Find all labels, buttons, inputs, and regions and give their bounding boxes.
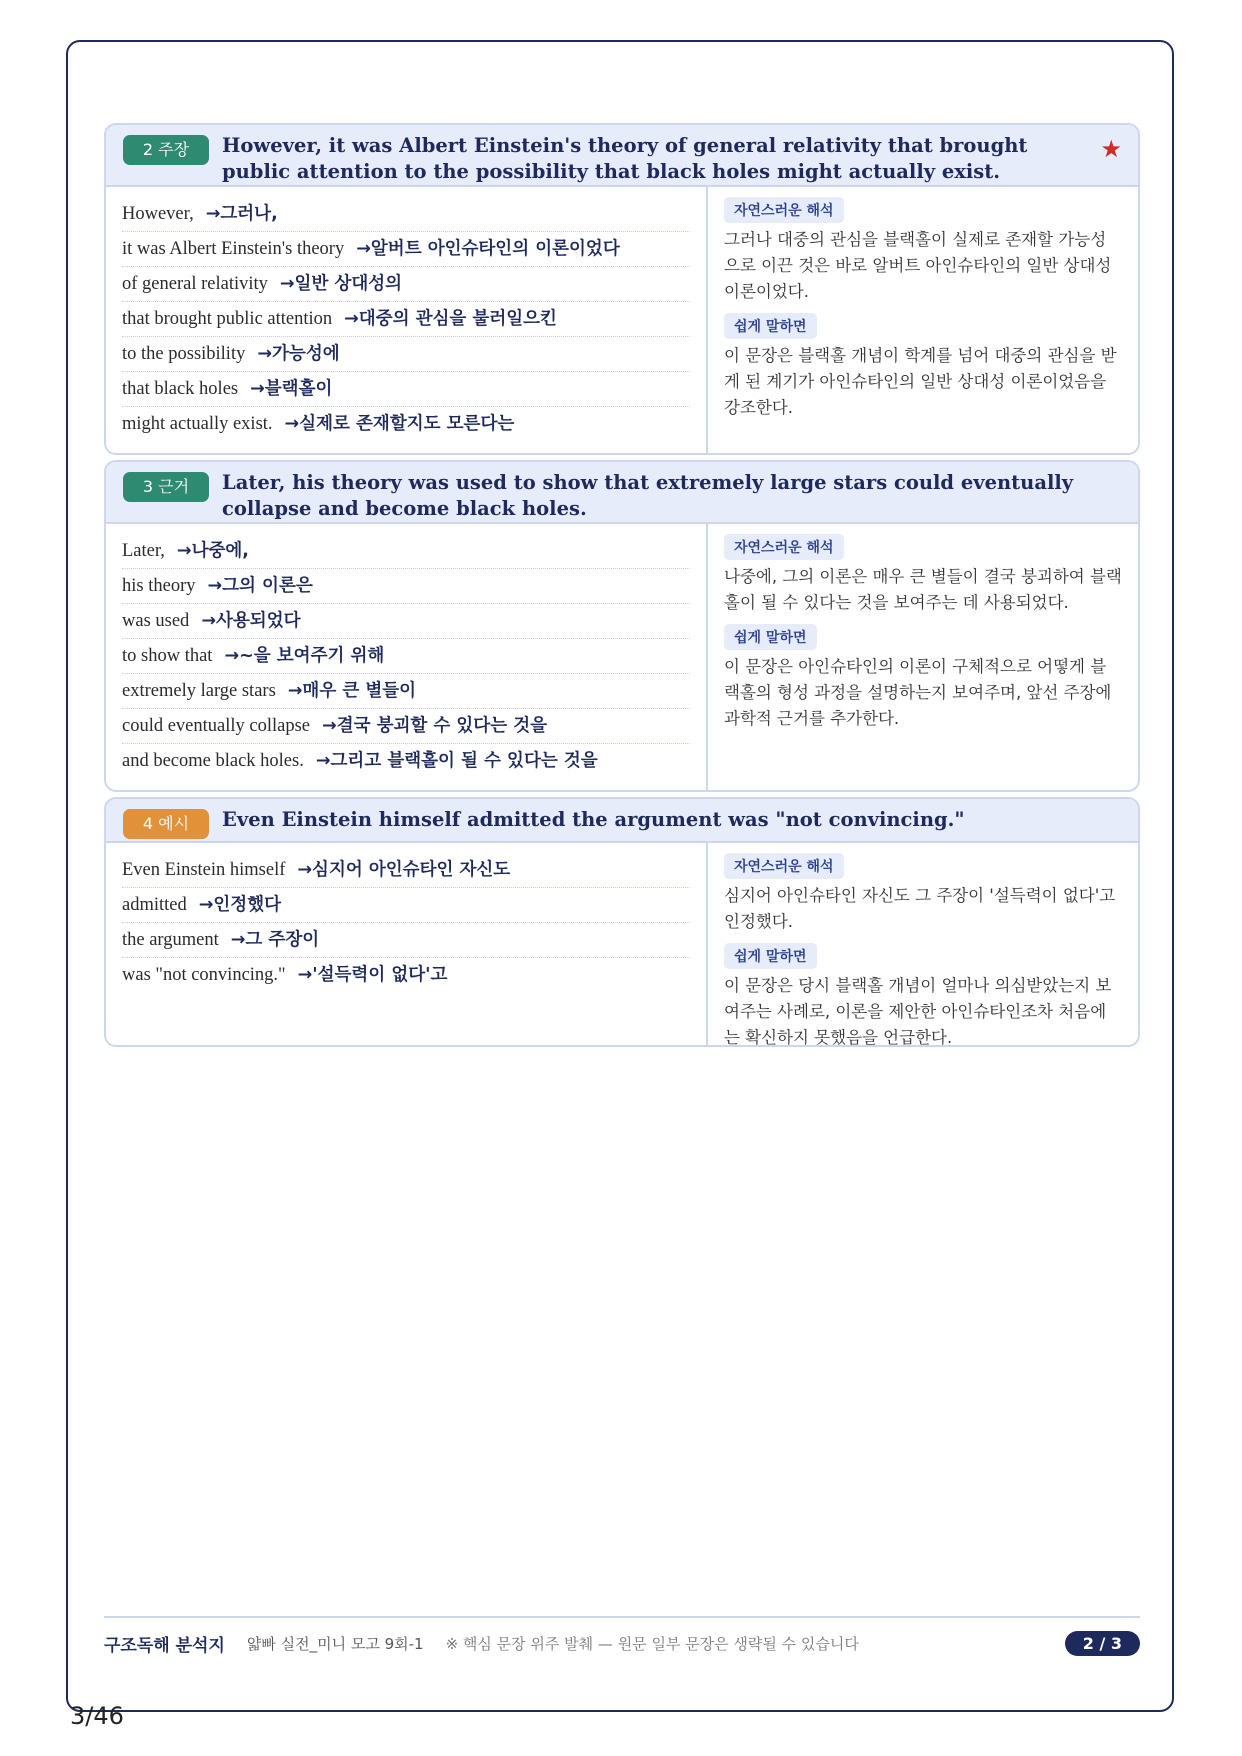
footer-source: 얇빠 실전_미니 모고 9회-1 xyxy=(246,1634,424,1653)
chunk-row xyxy=(122,569,690,604)
chunk-ko: →사용되었다 xyxy=(201,611,301,631)
chunk-row xyxy=(122,958,690,992)
page-indicator: 2 / 3 xyxy=(1065,1631,1140,1656)
translation-panel xyxy=(706,843,1138,1045)
sentence-card-3 xyxy=(104,460,1140,792)
chunk-ko: →가능성에 xyxy=(257,344,340,364)
natural-translation: 심지어 아인슈타인 자신도 그 주장이 '설득력이 없다'고 인정했다. xyxy=(724,886,1116,931)
tag-evidence: 3 근거 xyxy=(123,472,209,502)
simple-explanation: 이 문장은 당시 블랙홀 개념이 얼마나 의심받았는지 보여주는 사례로, 이론을 제안한 아인슈타인조차 처음에는 확신하지 못했음을 언급한다. xyxy=(724,976,1112,1047)
chunk-en: the argument xyxy=(122,930,219,950)
footer-note: ※ 핵심 문장 위주 발췌 — 원문 일부 문장은 생략될 수 있습니다 xyxy=(445,1634,859,1653)
source-sentence: Even Einstein himself admitted the argument was "not convincing." xyxy=(222,808,965,831)
card-body xyxy=(106,843,1138,1045)
chunk-row xyxy=(122,267,690,302)
card-header xyxy=(106,462,1138,524)
chunk-en: admitted xyxy=(122,895,187,915)
chunk-row xyxy=(122,407,690,441)
chunk-en: Even Einstein himself xyxy=(122,860,286,880)
chunk-ko: →그의 이론은 xyxy=(207,576,313,596)
tag-claim: 2 주장 xyxy=(123,135,209,165)
simple-explanation-label: 쉽게 말하면 xyxy=(724,943,817,969)
chunk-row xyxy=(122,923,690,958)
card-body xyxy=(106,187,1138,453)
natural-translation-label: 자연스러운 해석 xyxy=(724,534,844,560)
natural-translation-label: 자연스러운 해석 xyxy=(724,197,844,223)
chunk-ko: →대중의 관심을 불러일으킨 xyxy=(344,309,557,329)
chunk-en: was used xyxy=(122,611,190,631)
chunk-row xyxy=(122,853,690,888)
chunk-ko: →그리고 블랙홀이 될 수 있다는 것을 xyxy=(315,751,598,771)
chunk-row xyxy=(122,709,690,744)
natural-translation: 나중에, 그의 이론은 매우 큰 별들이 결국 붕괴하여 블랙홀이 될 수 있다는 것을 보여주는 데 사용되었다. xyxy=(724,567,1122,612)
card-header xyxy=(106,125,1138,187)
simple-explanation-label: 쉽게 말하면 xyxy=(724,624,817,650)
chunk-row xyxy=(122,674,690,709)
source-sentence: Later, his theory was used to show that extremely large stars could eventually collapse and become black holes. xyxy=(222,471,1074,520)
chunk-en: to show that xyxy=(122,646,213,666)
natural-translation: 그러나 대중의 관심을 블랙홀이 실제로 존재할 가능성으로 이끈 것은 바로 알버트 아인슈타인의 일반 상대성 이론이었다. xyxy=(724,230,1112,301)
chunk-en: that brought public attention xyxy=(122,309,333,329)
card-body xyxy=(106,524,1138,790)
page-counter: 3/46 xyxy=(70,1702,124,1730)
chunk-row xyxy=(122,197,690,232)
source-sentence: However, it was Albert Einstein's theory of general relativity that brought public attention to the possibility that black holes might actually exist. xyxy=(222,134,1028,183)
chunk-row xyxy=(122,888,690,923)
chunk-ko: →매우 큰 별들이 xyxy=(287,681,417,701)
chunk-row xyxy=(122,639,690,674)
chunk-list xyxy=(106,187,706,453)
sentence-card-2 xyxy=(104,123,1140,455)
footer xyxy=(104,1626,1140,1660)
chunk-en: his theory xyxy=(122,576,196,596)
chunk-en: extremely large stars xyxy=(122,681,276,701)
chunk-ko: →블랙홀이 xyxy=(250,379,333,399)
footer-divider xyxy=(104,1616,1140,1618)
chunk-row xyxy=(122,604,690,639)
chunk-row xyxy=(122,744,690,778)
chunk-ko: →실제로 존재할지도 모른다는 xyxy=(284,414,515,434)
chunk-ko: →'설득력이 없다'고 xyxy=(297,965,448,985)
chunk-row xyxy=(122,372,690,407)
chunk-ko: →그러나, xyxy=(205,204,278,224)
chunk-en: could eventually collapse xyxy=(122,716,311,736)
chunk-row xyxy=(122,337,690,372)
simple-explanation-label: 쉽게 말하면 xyxy=(724,313,817,339)
chunk-list xyxy=(106,524,706,790)
chunk-en: However, xyxy=(122,204,194,224)
chunk-en: to the possibility xyxy=(122,344,246,364)
chunk-ko: →그 주장이 xyxy=(230,930,320,950)
tag-example: 4 예시 xyxy=(123,809,209,839)
chunk-row xyxy=(122,302,690,337)
chunk-row xyxy=(122,232,690,267)
simple-explanation: 이 문장은 아인슈타인의 이론이 구체적으로 어떻게 블랙홀의 형성 과정을 설명하는지 보여주며, 앞선 주장에 과학적 근거를 추가한다. xyxy=(724,657,1112,728)
translation-panel xyxy=(706,187,1138,453)
chunk-en: might actually exist. xyxy=(122,414,273,434)
chunk-ko: →인정했다 xyxy=(198,895,282,915)
chunk-en: it was Albert Einstein's theory xyxy=(122,239,345,259)
card-header xyxy=(106,799,1138,843)
chunk-en: Later, xyxy=(122,541,165,561)
chunk-ko: →나중에, xyxy=(176,541,249,561)
simple-explanation: 이 문장은 블랙홀 개념이 학계를 넘어 대중의 관심을 받게 된 계기가 아인슈타인의 일반 상대성 이론이었음을 강조한다. xyxy=(724,346,1117,417)
chunk-ko: →알버트 아인슈타인의 이론이었다 xyxy=(356,239,620,259)
chunk-en: of general relativity xyxy=(122,274,268,294)
star-icon: ★ xyxy=(1100,135,1122,163)
sentence-card-4 xyxy=(104,797,1140,1047)
chunk-ko: →결국 붕괴할 수 있다는 것을 xyxy=(322,716,548,736)
natural-translation-label: 자연스러운 해석 xyxy=(724,853,844,879)
chunk-en: and become black holes. xyxy=(122,751,304,771)
chunk-en: that black holes xyxy=(122,379,239,399)
footer-title: 구조독해 분석지 xyxy=(104,1635,225,1656)
chunk-ko: →심지어 아인슈타인 자신도 xyxy=(297,860,511,880)
chunk-en: was "not convincing." xyxy=(122,965,286,985)
chunk-ko: →~을 보여주기 위해 xyxy=(224,646,385,666)
translation-panel xyxy=(706,524,1138,790)
chunk-list xyxy=(106,843,706,1045)
chunk-row xyxy=(122,534,690,569)
chunk-ko: →일반 상대성의 xyxy=(279,274,403,294)
